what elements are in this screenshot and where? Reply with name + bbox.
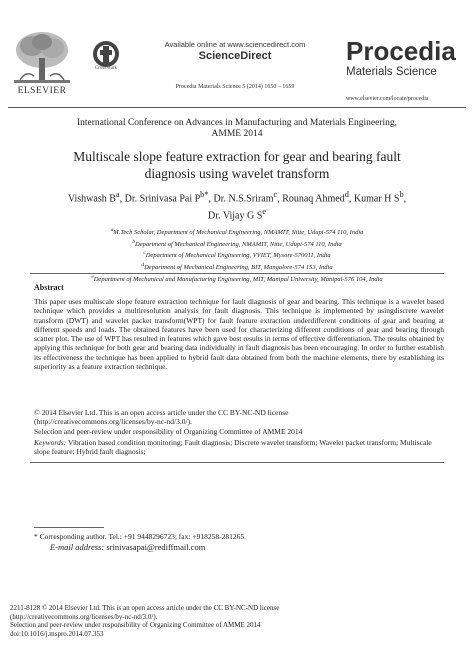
bottom-copyright — [10, 604, 450, 638]
license-line: © 2014 Elsevier Ltd. This is an open access article under the CC BY-NC-ND license — [34, 408, 289, 417]
affiliation-item — [20, 226, 454, 238]
affiliation-item — [20, 261, 454, 273]
affiliation-divider — [30, 273, 444, 274]
affiliation-text: Department of Mechanical Engineering, NMAMIT, Nitte, Udupi-574 110, India — [135, 240, 342, 248]
license-statement — [34, 408, 444, 436]
author-name: Vishwash B — [67, 193, 116, 205]
author-affiliation-mark: e — [262, 207, 266, 217]
title-line-1: Multiscale slope feature extraction for gear and bearing fault — [73, 149, 401, 164]
keywords-block — [34, 438, 444, 457]
email-label: E-mail address: — [50, 542, 105, 552]
doi-link[interactable]: doi:10.1016/j.mspro.2014.07.353 — [10, 629, 104, 638]
author-list — [20, 188, 454, 223]
author-name: , Dr. N.S.Sriram — [208, 193, 274, 205]
affiliation-mark: b — [132, 238, 136, 245]
author-name: , Dr. Srinivasa Pai P — [119, 193, 201, 205]
procedia-wordmark: Procedia — [346, 36, 456, 66]
journal-reference: Procedia Materials Science 5 (2014) 1650 – 1659 — [175, 84, 295, 90]
author-name: Dr. Vijay G S — [208, 210, 263, 222]
crossmark-label: CrossMark — [94, 66, 118, 71]
author-affiliation-mark: b — [399, 190, 404, 199]
affiliation-mark: e — [91, 273, 94, 280]
affiliation-item — [20, 249, 454, 261]
corresponding-author-note: * Corresponding author. Tel.: +91 9448296723; fax: +918258-281265. — [34, 532, 246, 541]
affiliation-item — [20, 238, 454, 250]
keywords-label: Keywords: — [34, 438, 67, 447]
crossmark-icon[interactable] — [92, 40, 120, 68]
authors-line-1 — [20, 188, 454, 205]
authors-line-2 — [20, 205, 454, 222]
author-separator: , — [403, 193, 407, 205]
procedia-subtitle: Materials Science — [346, 66, 437, 78]
bottom-peer-review-line: Selection and peer-review under responsibility of Organizing Committee of AMME 2014 — [10, 621, 261, 629]
available-online-text: Available online at www.sciencedirect.com — [164, 40, 306, 49]
conference-name — [20, 118, 454, 140]
footnote-divider — [34, 527, 104, 528]
email-line — [50, 542, 205, 552]
affiliation-mark: d — [141, 261, 145, 268]
issn-copyright-line: 2211-8128 © 2014 Elsevier Ltd. This is an open access article under the CC BY-NC-ND license — [10, 604, 280, 612]
affiliation-text: Department of Mechanical Engineering, VVIET, Mysore-570011, India — [145, 252, 331, 260]
abstract-body: This paper uses multiscale slope feature extraction technique for fault diagnosis of gear and bearing. This technique is a wavelet based technique which provides a multiresolution analysis for fault diagnosis. This technique is implemented by usingdiscrete wavelet transform (DWT) and wavelet packet transform(WPT) for fault feature extraction underdifferent conditions of gear and bearing at different speeds and loads. The obtained features have been used for characterizing different conditions of gear and bearing through scatter plot. The use of WPT has resulted in features which gave best results in terms of effective differentiation. The results obtained by applying this technique for both gear and bearing data individually in fault diagnosis has been encouraging. In order to further establish its effectiveness the technique has been applied to hybrid fault data obtained from both the machine elements, there by establishing its superiority as a feature extraction technique. — [34, 297, 444, 372]
elsevier-tree-logo — [8, 28, 76, 90]
affiliation-list — [20, 226, 454, 284]
conference-line-2: AMME 2014 — [211, 129, 263, 139]
affiliation-text: M.Tech Scholar, Department of Mechanical Engineering, NMAMIT, Nitte, Udupi-574 110, India — [113, 229, 364, 237]
email-address-link[interactable]: srinivasapai@rediffmail.com — [104, 542, 206, 552]
author-name: , Kumar H S — [348, 193, 400, 205]
author-affiliation-mark: d — [344, 190, 349, 199]
abstract-heading: Abstract — [34, 283, 64, 292]
affiliation-item — [20, 273, 454, 285]
peer-review-note: Selection and peer-review under responsibility of Organizing Committee of AMME 2014 — [34, 426, 303, 436]
affiliation-text: Department of Mechanical and Manufacturing Engineering, MIT, Manipal University, Manipal-576 104, India — [93, 275, 383, 283]
sciencedirect-wordmark: ScienceDirect — [198, 50, 272, 62]
journal-url-link[interactable]: www.elsevier.com/locate/procedia — [346, 96, 429, 102]
paper-title — [20, 148, 454, 182]
author-name: , Rounaq Ahmed — [277, 193, 345, 205]
affiliation-text: Department of Mechanical Engineering, BIT, Mangalore-574 153, India — [144, 264, 333, 272]
bottom-license-link[interactable]: (http://creativecommons.org/licenses/by-nc-nd/3.0/). — [10, 612, 158, 621]
keywords-list: Vibration based condition monitoring; Fault diagnosis; Discrete wavelet transform; Wavelet packet transform; Multiscale slope feature; Hybrid fault diagnosis; — [34, 438, 432, 457]
author-affiliation-mark: c — [273, 190, 278, 199]
affiliation-mark: c — [143, 250, 146, 257]
abstract-divider — [30, 462, 444, 463]
author-affiliation-mark: a — [115, 190, 120, 199]
license-link[interactable]: (http://creativecommons.org/licenses/by-nc-nd/3.0/). — [34, 417, 192, 427]
title-line-2: diagnosis using wavelet transform — [144, 166, 330, 181]
publisher-name: ELSEVIER — [17, 86, 67, 96]
affiliation-mark: a — [110, 227, 114, 233]
header-divider — [8, 107, 466, 108]
author-affiliation-mark: b* — [200, 190, 209, 199]
conference-line-1: International Conference on Advances in Manufacturing and Materials Engineering, — [77, 118, 397, 128]
